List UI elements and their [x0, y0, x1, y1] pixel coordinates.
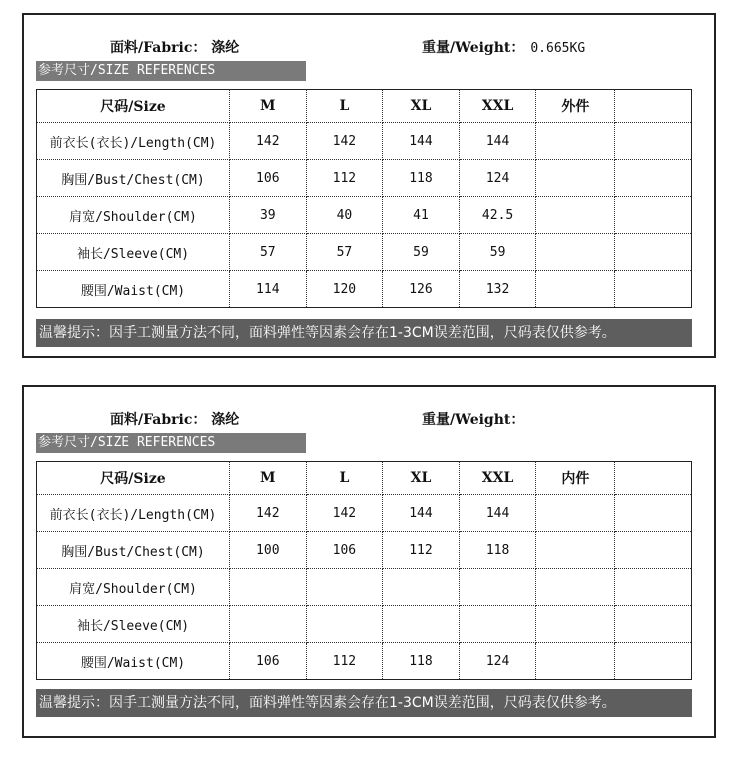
row-label: 胸围/Bust/Chest(CM): [37, 160, 230, 197]
table-cell: 42.5: [459, 197, 536, 234]
table-cell: 100: [230, 532, 307, 569]
row-label: 前衣长(衣长)/Length(CM): [37, 123, 230, 160]
table-cell: 41: [383, 197, 460, 234]
row-label: 前衣长(衣长)/Length(CM): [37, 495, 230, 532]
table-row: [37, 271, 692, 308]
table-cell: 106: [306, 532, 383, 569]
table-cell: 106: [230, 160, 307, 197]
table-cell: 126: [383, 271, 460, 308]
header-cell: [615, 90, 692, 123]
table-row: [37, 160, 692, 197]
row-label: 肩宽/Shoulder(CM): [37, 197, 230, 234]
table-cell: 144: [459, 495, 536, 532]
table-cell: [615, 234, 692, 271]
header-cell: XXL: [459, 90, 536, 123]
size-references-label: 参考尺寸/SIZE REFERENCES: [36, 61, 306, 81]
table-cell: 142: [230, 495, 307, 532]
table-cell: 59: [383, 234, 460, 271]
table-cell: [459, 569, 536, 606]
info-row: [24, 37, 714, 59]
table-cell: 120: [306, 271, 383, 308]
table-cell: 142: [306, 495, 383, 532]
size-chart-inner: [22, 385, 716, 738]
table-cell: [536, 495, 615, 532]
table-cell: [459, 606, 536, 643]
table-row: [37, 532, 692, 569]
table-row: [37, 123, 692, 160]
table-cell: [615, 197, 692, 234]
header-cell: XL: [383, 462, 460, 495]
table-cell: 118: [459, 532, 536, 569]
table-cell: [536, 197, 615, 234]
row-label: 腰围/Waist(CM): [37, 271, 230, 308]
table-cell: [536, 123, 615, 160]
table-cell: [536, 643, 615, 680]
table-cell: [615, 532, 692, 569]
header-cell: M: [230, 90, 307, 123]
fabric-label: 面料/Fabric：: [110, 40, 207, 56]
table-cell: 118: [383, 160, 460, 197]
fabric-value: 涤纶: [211, 412, 240, 428]
table-cell: 132: [459, 271, 536, 308]
weight-value: 0.665KG: [530, 41, 586, 56]
row-label: 袖长/Sleeve(CM): [37, 606, 230, 643]
table-cell: 124: [459, 643, 536, 680]
table-header-row: [37, 462, 692, 495]
table-cell: 112: [306, 160, 383, 197]
table-row: [37, 495, 692, 532]
row-label: 肩宽/Shoulder(CM): [37, 569, 230, 606]
table-cell: [536, 606, 615, 643]
table-cell: 144: [383, 123, 460, 160]
table-cell: 142: [230, 123, 307, 160]
table-cell: 124: [459, 160, 536, 197]
fabric-value: 涤纶: [211, 40, 240, 56]
header-cell: M: [230, 462, 307, 495]
table-cell: [383, 569, 460, 606]
table-row: [37, 569, 692, 606]
table-cell: [536, 532, 615, 569]
row-label: 袖长/Sleeve(CM): [37, 234, 230, 271]
fabric-info: [110, 409, 239, 429]
header-cell: L: [306, 90, 383, 123]
header-cell: L: [306, 462, 383, 495]
measurement-tip: 温馨提示：因手工测量方法不同，面料弹性等因素会存在1-3CM误差范围，尺码表仅供参考。: [36, 689, 692, 717]
table-cell: 59: [459, 234, 536, 271]
measurement-tip: 温馨提示：因手工测量方法不同，面料弹性等因素会存在1-3CM误差范围，尺码表仅供参考。: [36, 319, 692, 347]
weight-label: 重量/Weight：: [422, 40, 525, 56]
weight-label: 重量/Weight：: [422, 412, 525, 428]
table-cell: [306, 569, 383, 606]
table-cell: 106: [230, 643, 307, 680]
table-row: [37, 606, 692, 643]
table-cell: 112: [383, 532, 460, 569]
table-row: [37, 234, 692, 271]
table-cell: [615, 606, 692, 643]
table-cell: [615, 643, 692, 680]
table-cell: 118: [383, 643, 460, 680]
header-cell: 内件: [536, 462, 615, 495]
table-cell: [615, 271, 692, 308]
weight-info: [422, 37, 585, 57]
weight-info: [422, 409, 530, 429]
table-cell: 114: [230, 271, 307, 308]
table-cell: 57: [306, 234, 383, 271]
header-cell: 尺码/Size: [37, 90, 230, 123]
header-cell: 外件: [536, 90, 615, 123]
table-row: [37, 643, 692, 680]
table-header-row: [37, 90, 692, 123]
table-cell: 39: [230, 197, 307, 234]
table-cell: 144: [459, 123, 536, 160]
table-cell: [615, 495, 692, 532]
table-row: [37, 197, 692, 234]
table-cell: [536, 271, 615, 308]
header-cell: [615, 462, 692, 495]
size-table: [36, 89, 692, 308]
size-references-label: 参考尺寸/SIZE REFERENCES: [36, 433, 306, 453]
table-cell: [615, 123, 692, 160]
header-cell: XXL: [459, 462, 536, 495]
table-cell: 40: [306, 197, 383, 234]
table-cell: 144: [383, 495, 460, 532]
table-cell: 57: [230, 234, 307, 271]
table-cell: 112: [306, 643, 383, 680]
size-chart-outer: [22, 13, 716, 358]
table-cell: [615, 569, 692, 606]
table-cell: [536, 234, 615, 271]
header-cell: 尺码/Size: [37, 462, 230, 495]
table-cell: [383, 606, 460, 643]
table-cell: [306, 606, 383, 643]
table-cell: [536, 160, 615, 197]
table-cell: 142: [306, 123, 383, 160]
table-cell: [230, 606, 307, 643]
fabric-label: 面料/Fabric：: [110, 412, 207, 428]
table-cell: [615, 160, 692, 197]
header-cell: XL: [383, 90, 460, 123]
size-table: [36, 461, 692, 680]
table-cell: [536, 569, 615, 606]
row-label: 腰围/Waist(CM): [37, 643, 230, 680]
fabric-info: [110, 37, 239, 57]
row-label: 胸围/Bust/Chest(CM): [37, 532, 230, 569]
info-row: [24, 409, 714, 431]
table-cell: [230, 569, 307, 606]
